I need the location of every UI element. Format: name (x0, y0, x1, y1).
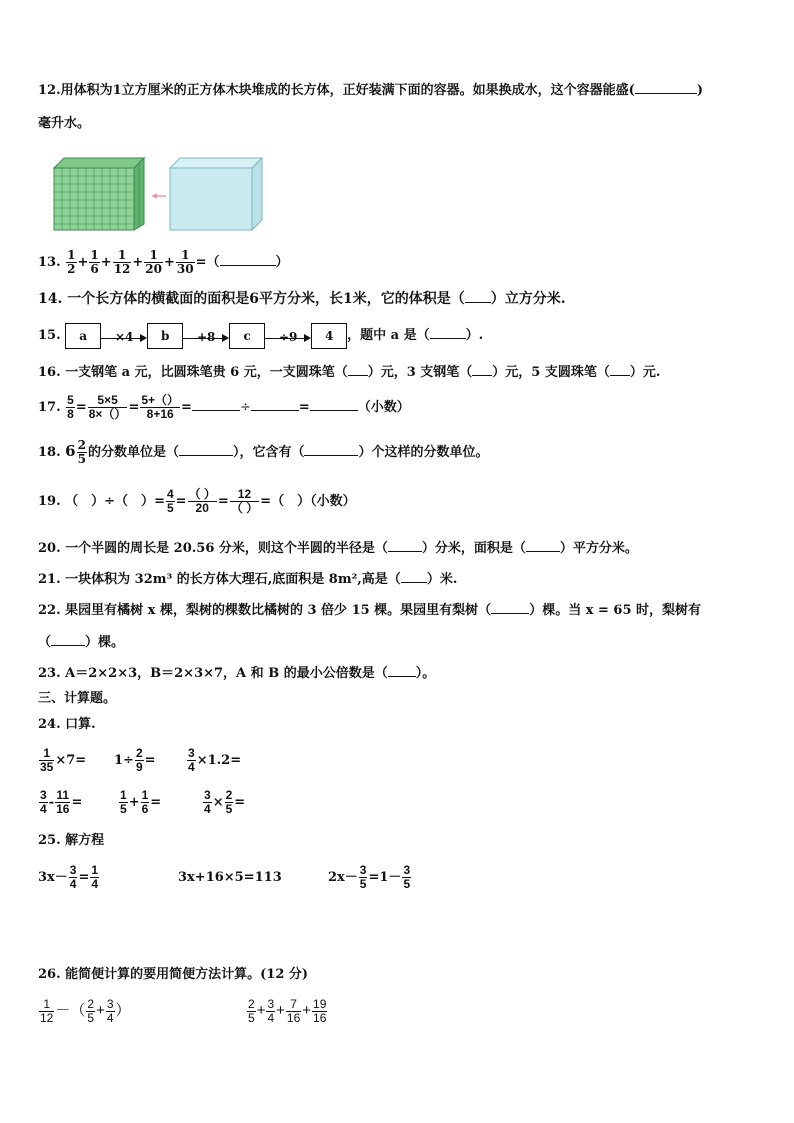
q24-row-2: $\frac{3}{4}$ - $\frac{11}{16}$ = $\frac{1}{5}$ + $\frac{1}{6}$ = $\frac{3}{4}$ × $\frac{2}{5}$ = (40, 788, 246, 816)
flow-arrow-1: ×4 (101, 324, 147, 348)
q13-fraction-5: $\frac{1}{30}$ (176, 248, 194, 276)
question-22-line2: （ ）棵。 (38, 635, 125, 650)
question-25-title: 25. 解方程 (38, 833, 105, 848)
arrow-icon (152, 193, 166, 199)
container-image (170, 158, 262, 230)
question-26-title: 26. 能简便计算的要用简便方法计算。(12 分) (38, 967, 309, 982)
q19-fraction-3: $\frac{12}{( )}$ (230, 487, 259, 515)
question-18: 18. 6 $\frac{2}{5}$ 的分数单位是（ ），它含有（ ）个这样的分数单位。 (38, 438, 489, 466)
question-20: 20. 一个半圆的周长是 20.56 分米，则这个半圆的半径是（ ）分米，面积是（ ）平方分米。 (38, 541, 638, 556)
section-title: 三、计算题。 (38, 691, 117, 706)
q12-figure (48, 154, 270, 234)
q22-answer-blank-2[interactable] (51, 645, 85, 646)
question-12: 12.用体积为1立方厘米的正方体木块堆成的长方体，正好装满下面的容器。如果换成水，这个容器能盛( ) (38, 83, 703, 98)
q22-answer-blank-1[interactable] (491, 613, 529, 614)
q12-text: 12.用体积为1立方厘米的正方体木块堆成的长方体，正好装满下面的容器。如果换成水，这个容器能盛( (38, 83, 635, 98)
q24-row-1: $\frac{1}{35}$ ×7= 1÷ $\frac{2}{9}$ = $\frac{3}{4}$ ×1.2= (40, 746, 242, 774)
q24-fraction: $\frac{11}{16}$ (56, 788, 70, 816)
q24-fraction: $\frac{1}{6}$ (141, 788, 149, 816)
question-23: 23. A＝2×2×3，B＝2×3×7，A 和 B 的最小公倍数是（ ）。 (38, 666, 436, 681)
flow-arrow-3: ÷9 (265, 324, 311, 348)
q13-fraction-3: $\frac{1}{12}$ (113, 248, 131, 276)
q24-fraction: $\frac{3}{4}$ (40, 788, 47, 816)
q17-answer-blank-3[interactable] (310, 410, 358, 411)
question-21: 21. 一块体积为 32m³ 的长方体大理石,底面积是 8m²,高是（ ）米. (38, 572, 458, 587)
q24-fraction: $\frac{2}{5}$ (225, 788, 233, 816)
q24-fraction: $\frac{1}{5}$ (120, 788, 127, 816)
question-17: 17. $\frac{5}{8}$ = $\frac{5\times 5}{8\times()}$ = $\frac{5+()}{8+16}$ = ÷ = （小数） (38, 393, 410, 421)
q26-expression-2: $\frac{2}{5}$ + $\frac{3}{4}$ + $\frac{7}{16}$ + $\frac{19}{16}$ (248, 996, 327, 1025)
q24-fraction: $\frac{2}{9}$ (135, 746, 143, 774)
q24-fraction: $\frac{3}{4}$ (204, 788, 211, 816)
q14-answer-blank[interactable] (465, 302, 491, 303)
q23-answer-blank[interactable] (388, 676, 416, 677)
question-22: 22. 果园里有橘树 x 棵，梨树的棵数比橘树的 3 倍少 15 棵。果园里有梨树（ ）棵。当 x = 65 时，梨树有 (38, 603, 702, 618)
q12-line2: 毫升水。 (38, 116, 91, 131)
q17-fraction-1: $\frac{5}{8}$ (67, 393, 74, 421)
q21-answer-blank[interactable] (401, 582, 427, 583)
q13-answer-blank[interactable] (220, 265, 276, 266)
q18-answer-blank-1[interactable] (179, 455, 233, 456)
q26-expressions (38, 992, 328, 1030)
q13-fraction-1: $\frac{1}{2}$ (67, 248, 76, 276)
q16-answer-blank-1[interactable] (348, 375, 368, 376)
flow-arrow-2: +8 (183, 324, 229, 348)
q25-equations (38, 860, 412, 896)
q20-answer-blank-2[interactable] (526, 551, 560, 552)
cube-stack-image (54, 158, 144, 230)
q17-answer-blank-1[interactable] (192, 410, 240, 411)
question-14: 14. 一个长方体的横截面的面积是6平方分米，长1米，它的体积是（ ）立方分米. (38, 291, 566, 307)
q17-fraction-3: $\frac{5+()}{8+16}$ (141, 393, 180, 421)
q19-fraction-1: $\frac{4}{5}$ (166, 487, 174, 515)
q24-fraction: $\frac{1}{35}$ (40, 746, 54, 774)
q13-fraction-2: $\frac{1}{6}$ (90, 248, 99, 276)
q16-answer-blank-3[interactable] (610, 375, 630, 376)
question-19: 19. （ ）÷（ ）= $\frac{4}{5}$ = $\frac{( )}{20}$ = $\frac{12}{( )}$ =（ ）（小数） (38, 487, 356, 515)
flow-box-b: b (147, 323, 183, 349)
q25-equation-2: 3x+16×5=113 (178, 870, 282, 885)
q17-answer-blank-2[interactable] (251, 410, 299, 411)
q15-answer-blank[interactable] (430, 338, 466, 339)
flow-box-a: a (65, 323, 101, 349)
q20-answer-blank-1[interactable] (388, 551, 422, 552)
q25-equation-1: 3x－ $\frac{3}{4}$ = $\frac{1}{4}$ (38, 863, 99, 891)
q16-answer-blank-2[interactable] (472, 375, 492, 376)
q13-fraction-4: $\frac{1}{20}$ (145, 248, 162, 276)
q25-equation-3: 2x－ $\frac{3}{5}$ =1－ $\frac{3}{5}$ (328, 863, 411, 891)
q18-answer-blank-2[interactable] (304, 455, 358, 456)
question-15: 15. a ×4 b +8 c ÷9 4 ，题中 a 是（ ）. (38, 321, 483, 351)
q26-expression-1: $\frac{1}{12}$ －（ $\frac{2}{5}$ + $\frac{3}{4}$ ） (40, 996, 131, 1025)
q19-fraction-2: $\frac{( )}{20}$ (188, 487, 216, 515)
question-16: 16. 一支钢笔 a 元，比圆珠笔贵 6 元，一支圆珠笔（ ）元，3 支钢笔（ ）元，5 支圆珠笔（ ）元. (38, 365, 661, 380)
question-24-title: 24. 口算. (38, 717, 96, 732)
flow-box-result: 4 (311, 323, 347, 349)
flow-box-c: c (229, 323, 265, 349)
question-13: 13. $\frac{1}{2}$ + $\frac{1}{6}$ + $\frac{1}{12}$ + $\frac{1}{20}$ + $\frac{1}{30}$ =（ ） (38, 248, 289, 276)
q18-fraction: $\frac{2}{5}$ (77, 438, 86, 466)
q12-answer-blank[interactable] (635, 93, 697, 94)
q17-fraction-2: $\frac{5\times 5}{8\times()}$ (88, 393, 127, 421)
q24-fraction: $\frac{3}{4}$ (188, 746, 195, 774)
